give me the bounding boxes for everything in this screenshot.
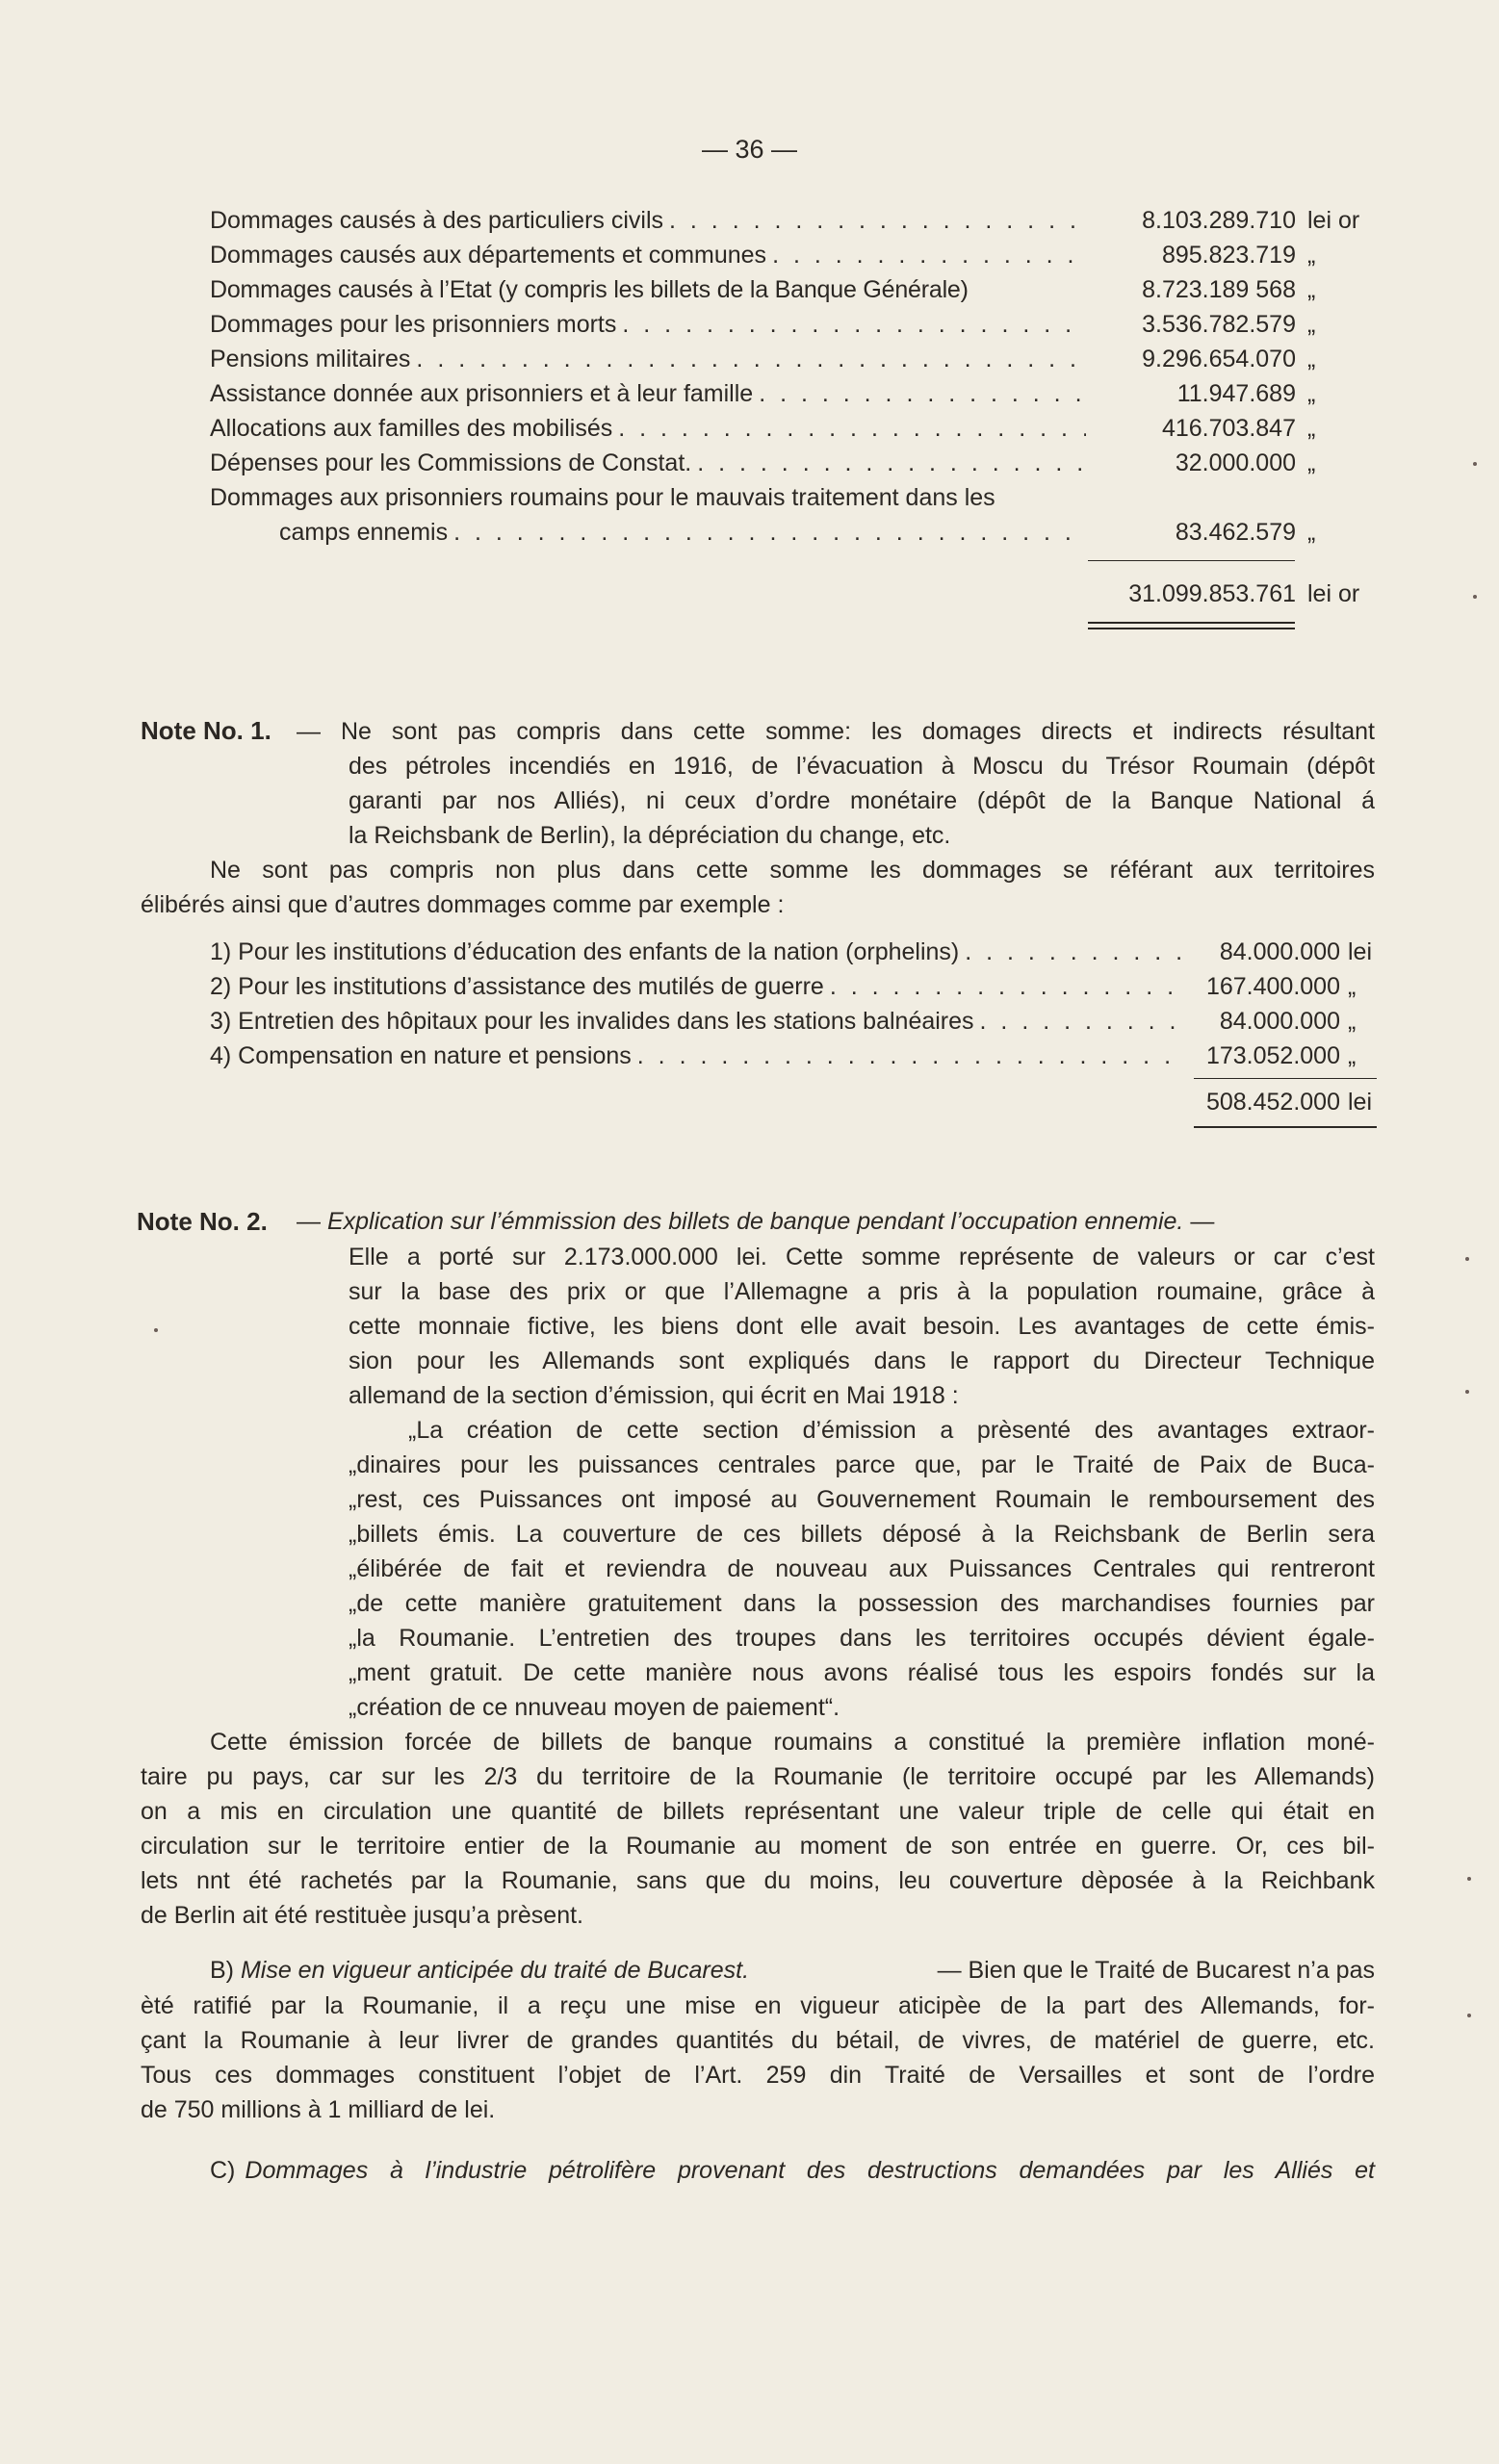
quote-line: „rest, ces Puissances ont imposé au Gouvernement Roumain le remboursement des	[349, 1486, 1375, 1513]
row-unit: lei or	[1307, 207, 1360, 234]
page-number: — 36 —	[701, 135, 798, 164]
quote-line: „création de ce nnuveau moyen de paiement“.	[349, 1694, 840, 1721]
note-1-line: des pétroles incendiés en 1916, de l’évacuation à Moscu du Trésor Roumain (dépôt	[349, 753, 1375, 780]
note-2-label: Note No. 2.	[137, 1207, 268, 1236]
table-total-unit: lei or	[1307, 580, 1360, 607]
note-2-line: sion pour les Allemands sont expliqués dans le rapport du Directeur Technique	[349, 1348, 1375, 1374]
item-label: 1) Pour les institutions d’éducation des enfants de la nation (orphelins)	[210, 938, 960, 965]
quote-line: „ment gratuit. De cette manière nous avons réalisé tous les espoirs fondés sur la	[349, 1659, 1375, 1686]
row-unit: „	[1307, 519, 1316, 546]
paragraph-line: de Berlin ait été restituèe jusqu’a prèsent.	[141, 1902, 583, 1929]
double-rule-bottom	[1088, 628, 1295, 629]
total-underline	[1194, 1126, 1377, 1128]
row-unit: „	[1307, 415, 1316, 442]
row-label: Assistance donnée aux prisonniers et à leur famille	[210, 380, 754, 407]
note-1-line: garanti par nos Alliés), ni ceux d’ordre monétaire (dépôt de la Banque National á	[349, 787, 1375, 814]
item-unit: „	[1348, 1042, 1357, 1069]
sum-rule	[1194, 1078, 1377, 1079]
note-1-paragraph-line: élibérés ainsi que d’autres dommages comme par exemple :	[141, 891, 785, 918]
quote-line: „billets émis. La couverture de ces billets déposé à la Reichsbank de Berlin sera	[349, 1521, 1375, 1548]
row-label: Dépenses pour les Commissions de Constat.	[210, 449, 692, 476]
paper-speck	[1465, 1390, 1469, 1394]
paragraph-line: lets nnt été rachetés par la Roumanie, sans que du moins, leu couverture dèposée à la Reichbank	[141, 1867, 1375, 1894]
section-b-title: Mise en vigueur anticipée du traité de Bucarest.	[240, 1957, 750, 1984]
quote-line: „élibérée de fait et reviendra de nouveau aux Puissances Centrales qui rentreront	[349, 1555, 1375, 1582]
table-total: 31.099.853.761	[1128, 580, 1296, 607]
note-1-line: la Reichsbank de Berlin), la dépréciation du change, etc.	[349, 822, 951, 849]
paper-speck	[1473, 595, 1477, 599]
quote-line: „la Roumanie. L’entretien des troupes dans les territoires occupés dévient égale-	[349, 1625, 1375, 1652]
row-label: Dommages causés à l’Etat (y compris les billets de la Banque Générale)	[210, 276, 969, 303]
note-1-total-unit: lei	[1348, 1089, 1373, 1116]
paper-speck	[1465, 1257, 1469, 1261]
item-unit: „	[1348, 1008, 1357, 1035]
row-unit: „	[1307, 449, 1316, 476]
row-value: 895.823.719	[1161, 242, 1296, 269]
item-label: 3) Entretien des hôpitaux pour les invalides dans les stations balnéaires	[210, 1008, 974, 1035]
item-value: 167.400.000	[1205, 973, 1340, 1000]
quote-line: „dinaires pour les puissances centrales parce que, par le Traité de Paix de Buca-	[349, 1451, 1375, 1478]
paragraph-line: çant la Roumanie à leur livrer de grandes quantités du bétail, de vivres, de matériel de guerre, etc.	[141, 2027, 1375, 2054]
quote-line: „de cette manière gratuitement dans la possession des marchandises fournies par	[349, 1590, 1375, 1617]
row-label-continued: camps ennemis	[279, 519, 449, 546]
row-value: 8.103.289.710	[1142, 207, 1296, 234]
double-rule-top	[1088, 622, 1295, 624]
row-label: Dommages pour les prisonniers morts	[210, 311, 617, 338]
item-unit: „	[1348, 973, 1357, 1000]
row-unit: „	[1307, 380, 1316, 407]
section-c-prefix: C)	[210, 2157, 236, 2184]
note-2-title: Explication sur l’émmission des billets de banque pendant l’occupation ennemie.	[326, 1208, 1184, 1235]
row-label: Dommages causés aux départements et communes	[210, 242, 767, 269]
paragraph-line: èté ratifié par la Roumanie, il a reçu une mise en vigueur aticipèe de la part des Allemands, for-	[141, 1992, 1375, 2019]
note-1-line: — Ne sont pas compris dans cette somme: les domages directs et indirects résultant	[297, 718, 1375, 745]
row-value: 11.947.689	[1176, 380, 1296, 407]
item-label: 4) Compensation en nature et pensions	[210, 1042, 632, 1069]
paragraph-line: on a mis en circulation une quantité de billets représentant une valeur triple de celle qui était en	[141, 1798, 1375, 1825]
paragraph-line: Cette émission forcée de billets de banque roumains a constitué la première inflation moné-	[210, 1729, 1375, 1756]
section-c-title: Dommages à l’industrie pétrolifère provenant des destructions demandées par les Alliés et	[245, 2157, 1375, 2184]
item-value: 173.052.000	[1205, 1042, 1340, 1069]
row-unit: „	[1307, 311, 1316, 338]
section-b-prefix: B)	[210, 1957, 234, 1984]
sum-rule	[1088, 560, 1295, 561]
row-label: Dommages causés à des particuliers civils	[210, 207, 664, 234]
row-value: 3.536.782.579	[1142, 311, 1296, 338]
row-unit: „	[1307, 346, 1316, 372]
paragraph-line: Tous ces dommages constituent l’objet de l’Art. 259 din Traité de Versailles et sont de l’ordre	[141, 2062, 1375, 2089]
quote-line: „La création de cette section d’émission a prèsenté des avantages extraor-	[408, 1417, 1375, 1444]
paper-speck	[1467, 1877, 1471, 1881]
item-unit: lei	[1348, 938, 1373, 965]
row-label: Allocations aux familles des mobilisés	[210, 415, 613, 442]
note-2-line: Elle a porté sur 2.173.000.000 lei. Cette somme représente de valeurs or car c’est	[349, 1244, 1375, 1270]
row-value: 8.723.189 568	[1142, 276, 1296, 303]
row-value: 32.000.000	[1175, 449, 1296, 476]
paragraph-line: circulation sur le territoire entier de la Roumanie au moment de son entrée en guerre. Or, ces bil-	[141, 1833, 1375, 1860]
paper-speck	[1473, 462, 1477, 466]
item-value: 84.000.000	[1219, 1008, 1340, 1035]
row-label: Pensions militaires	[210, 346, 411, 372]
row-value: 9.296.654.070	[1142, 346, 1296, 372]
note-1-paragraph-line: Ne sont pas compris non plus dans cette somme les dommages se référant aux territoires	[210, 857, 1375, 884]
note-2-line: allemand de la section d’émission, qui écrit en Mai 1918 :	[349, 1382, 959, 1409]
row-label: Dommages aux prisonniers roumains pour le mauvais traitement dans les	[210, 484, 995, 511]
section-b-lead: — Bien que le Traité de Bucarest n’a pas	[937, 1957, 1375, 1984]
note-2-line: cette monnaie fictive, les biens dont elle avait besoin. Les avantages de cette émis-	[349, 1313, 1375, 1340]
row-unit: „	[1307, 276, 1316, 303]
paragraph-line: taire pu pays, car sur les 2/3 du territoire de la Roumanie (le territoire occupé par les Allemands)	[141, 1763, 1375, 1790]
paper-speck	[154, 1328, 158, 1332]
document-page: — 36 — Dommages causés à des particuliers civils . . . 8.103.289.710 lei or Dommages causés aux départements et communes . . . 895.823.719 „ Dommages causés à l’Etat (y compris les billets de la Banque Générale) 8.723.189 568 „ Dommages pour les prisonniers morts . . . 3.536.782.579 „ Pensions militaires . . . 9.296.654.070 „ Assistance donnée aux prisonniers et à leur famille . . . 11.947.689 „ Allocations aux familles des mobilisés . . . 416.703.847 „ Dépenses pour les Commissions de Constat. . . . 32.000.000 „ Dommages aux prisonniers roumains pour le mauvais traitement dans les camps ennemis . . . 83.462.579 „ 31.099.853.761 lei or Note No. 1. — Ne sont pas compris dans cette somme: les domages directs et indirects résultant des pétroles incendiés en 1916, de l’évacuation à Moscu du Trésor Roumain (dépôt garanti par nos Alliés), ni ceux d’ordre monétaire (dépôt de la Banque National á la Reichsbank de Berlin), la dépréciation du change, etc. Ne sont pas compris non plus dans cette somme les dommages se référant aux territoires élibérés ainsi que d’autres dommages comme par exemple : 1) Pour les institutions d’éducation des enfants de la nation (orphelins) . . . 84.000.000 lei 2) Pour les institutions d’assistance des mutilés de guerre . . . 167.400.000 „ 3) Entretien des hôpitaux pour les invalides dans les stations balnéaires . . . 84.000.000 „ 4) Compensation en nature et pensions . . . 173.052.000 „ 508.452.000 lei Note No. 2. — Explication sur l’émmission des billets de banque pendant l’occupation ennemie. — Elle a porté sur 2.173.000.000 lei. Cette somme représente de valeurs or car c’est sur la base des prix or que l’Allemagne a pris à la population roumaine, grâce à cette monnaie fictive, les biens dont elle avait besoin. Les avantages de cette émis- sion pour les Allemands sont expliqués dans le rapport du Directeur Technique allemand de la section d’émission, qui écrit en Mai 1918 : „La création de cette section d’émission a prèsenté des avantages extraor- „dinaires pour les puissances centrales parce que, par le Traité de Paix de Buca- „rest, ces Puissances ont imposé au Gouvernement Roumain le remboursement des „billets émis. La couverture de ces billets déposé à la Reichsbank de Berlin sera „élibérée de fait et reviendra de nouveau aux Puissances Centrales qui rentreront „de cette manière gratuitement dans la possession des marchandises fournies par „la Roumanie. L’entretien des troupes dans les territoires occupés dévient égale- „ment gratuit. De cette manière nous avons réalisé tous les espoirs fondés sur la „création de ce nnuveau moyen de paiement“. Cette émission forcée de billets de banque roumains a constitué la première inflation moné- taire pu pays, car sur les 2/3 du territoire de la Roumanie (le territoire occupé par les Allemands) on a mis en circulation une quantité de billets représentant une valeur triple de celle qui était en circulation sur le territoire entier de la Roumanie au moment de son entrée en guerre. Or, ces bil- lets nnt été rachetés par la Roumanie, sans que du moins, leu couverture dèposée à la Reichbank de Berlin ait été restituèe jusqu’a prèsent. B) Mise en vigueur anticipée du traité de Bucarest. — Bien que le Traité de Bucarest n’a pas èté ratifié par la Roumanie, il a reçu une mise en vigueur aticipèe de la part des Allemands, for- çant la Roumanie à leur livrer de grandes quantités du bétail, de vivres, de matériel de guerre, etc. Tous ces dommages constituent l’objet de l’Art. 259 din Traité de Versailles et sont de l’ordre de 750 millions à 1 milliard de lei. C) Dommages à l’industrie pétrolifère provenant des destructions demandées par les Alliés et	[0, 0, 1499, 2464]
item-value: 84.000.000	[1219, 938, 1340, 965]
note-1-total: 508.452.000	[1205, 1089, 1340, 1116]
paragraph-line: de 750 millions à 1 milliard de lei.	[141, 2096, 496, 2123]
note-1-label: Note No. 1.	[141, 716, 271, 745]
row-value: 416.703.847	[1161, 415, 1296, 442]
item-label: 2) Pour les institutions d’assistance des mutilés de guerre	[210, 973, 824, 1000]
row-value: 83.462.579	[1175, 519, 1296, 546]
note-2-line: sur la base des prix or que l’Allemagne a pris à la population roumaine, grâce à	[349, 1278, 1375, 1305]
row-unit: „	[1307, 242, 1316, 269]
paper-speck	[1467, 2014, 1471, 2017]
